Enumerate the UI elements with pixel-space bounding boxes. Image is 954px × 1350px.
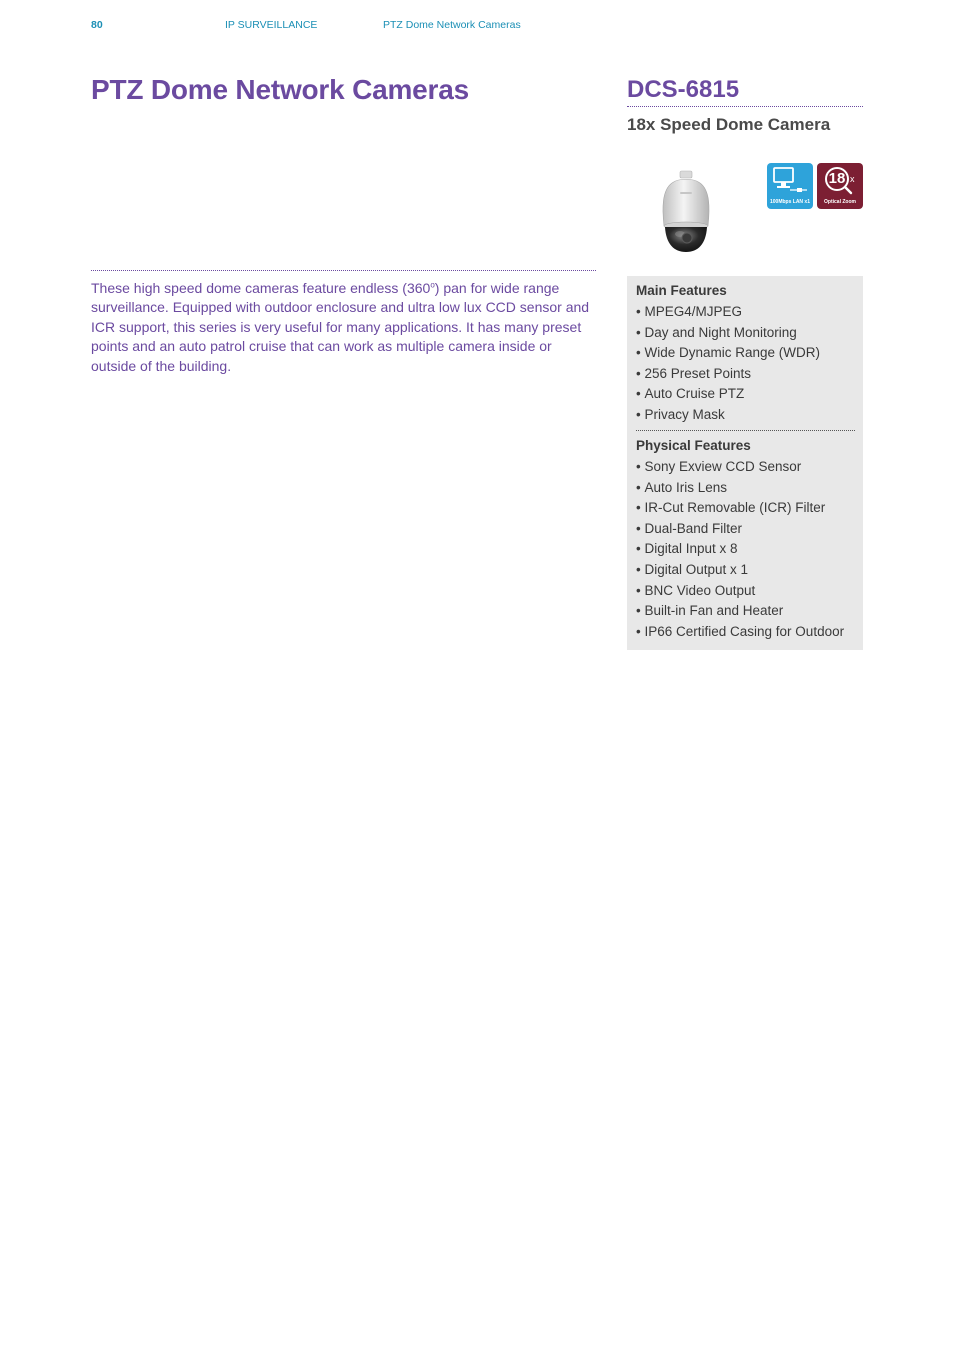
zoom-badge-suffix: x: [850, 174, 855, 184]
zoom-badge-number: 18: [828, 170, 846, 187]
physical-features-list: [636, 457, 860, 642]
list-item: • Privacy Mask: [636, 405, 860, 426]
page-number: 80: [91, 19, 103, 31]
intro-text-start: These high speed dome cameras feature endless (360: [91, 280, 431, 296]
main-features-list: [636, 302, 860, 426]
zoom-badge: [817, 163, 863, 209]
list-item: • 256 Preset Points: [636, 364, 860, 385]
list-item: • Sony Exview CCD Sensor: [636, 457, 860, 478]
main-features-title: Main Features: [636, 283, 727, 298]
list-item: • Digital Output x 1: [636, 560, 860, 581]
page-title: PTZ Dome Network Cameras: [91, 74, 469, 105]
list-item: • Digital Input x 8: [636, 539, 860, 560]
list-item: • IP66 Certified Casing for Outdoor: [636, 622, 860, 643]
list-item: • Wide Dynamic Range (WDR): [636, 343, 860, 364]
header-chapter: PTZ Dome Network Cameras: [383, 19, 521, 31]
intro-text-end: ) pan for wide range surveillance. Equipped with outdoor enclosure and ultra low lux CCD sensor and ICR support, this series is very useful for many applications. It has many preset points and an auto patrol cruise that can work as multiple camera inside or outside of the building.: [91, 280, 590, 374]
product-model: DCS-6815: [627, 76, 740, 103]
list-item: • Auto Cruise PTZ: [636, 384, 860, 405]
list-item: • Day and Night Monitoring: [636, 323, 860, 344]
camera-image: [650, 168, 722, 260]
features-divider: [636, 430, 855, 431]
lan-badge-caption: 100Mbps LAN x1: [769, 199, 810, 205]
header-section: IP SURVEILLANCE: [225, 19, 318, 31]
list-item: • Dual-Band Filter: [636, 519, 860, 540]
product-subtitle: 18x Speed Dome Camera: [627, 115, 831, 134]
physical-features-title: Physical Features: [636, 438, 751, 453]
lan-badge: [767, 163, 813, 209]
list-item: • BNC Video Output: [636, 581, 860, 602]
list-item: • Auto Iris Lens: [636, 478, 860, 499]
section-divider: [91, 270, 596, 271]
list-item: • Built-in Fan and Heater: [636, 601, 860, 622]
list-item: • IR-Cut Removable (ICR) Filter: [636, 498, 860, 519]
list-item: • MPEG4/MJPEG: [636, 302, 860, 323]
monitor-network-icon: [767, 163, 813, 197]
model-divider: [627, 106, 863, 107]
intro-paragraph: [91, 279, 596, 376]
zoom-badge-caption: Optical Zoom: [824, 199, 856, 205]
degree-mark: o: [430, 280, 435, 290]
features-panel: [627, 276, 863, 650]
